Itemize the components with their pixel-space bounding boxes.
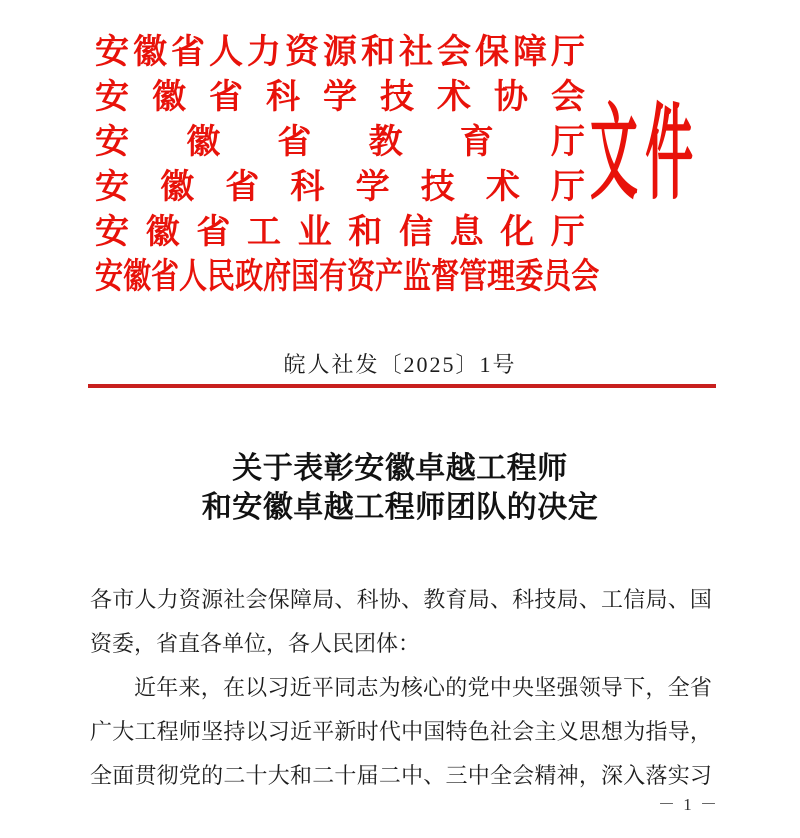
salutation-line-2: 资委，省直各单位，各人民团体： <box>90 631 421 656</box>
agency-line: 安 徽 省 人 力 资 源 和 社 会 保 障 厅 <box>95 34 585 71</box>
doc-type-label: 文件 <box>590 97 701 212</box>
title-line-2: 和安徽卓越工程师团队的决定 <box>201 491 599 524</box>
title-line-1: 关于表彰安徽卓越工程师 <box>232 452 568 485</box>
page-number: － 1 － <box>658 795 719 814</box>
letterhead <box>95 26 600 296</box>
agency-line: 安 徽 省 教 育 厅 <box>95 124 585 161</box>
agency-line: 安 徽 省 人 民 政 府 国 有 资 产 监 督 管 理 委 员 会 <box>95 256 600 296</box>
agency-line: 安 徽 省 工 业 和 信 息 化 厅 <box>95 214 585 251</box>
agency-line: 安 徽 省 科 学 技 术 厅 <box>95 169 585 206</box>
paragraph-line-1: 近 年 来 ， 在 以 习 近 平 同 志 为 核 心 的 党 中 央 坚 强 领 导 下 ， 全 省 <box>134 675 712 700</box>
agency-line: 安 徽 省 科 学 技 术 协 会 <box>95 79 585 116</box>
document-body <box>90 578 712 798</box>
salutation-line-1: 各 市 人 力 资 源 社 会 保 障 局 、 科 协 、 教 育 局 、 科 技 局 、 工 信 局 、 国 <box>90 587 712 612</box>
doc-number: 皖人社发〔2025〕1号 <box>283 352 517 377</box>
document-title <box>0 449 800 527</box>
paragraph-line-3: 全 面 贯 彻 党 的 二 十 大 和 二 十 届 二 中 、 三 中 全 会 精 神 ， 深 入 落 实 习 <box>90 763 712 788</box>
red-divider <box>88 384 716 388</box>
paragraph-line-2: 广 大 工 程 师 坚 持 以 习 近 平 新 时 代 中 国 特 色 社 会 主 义 思 想 为 指 导 ， <box>90 719 712 744</box>
